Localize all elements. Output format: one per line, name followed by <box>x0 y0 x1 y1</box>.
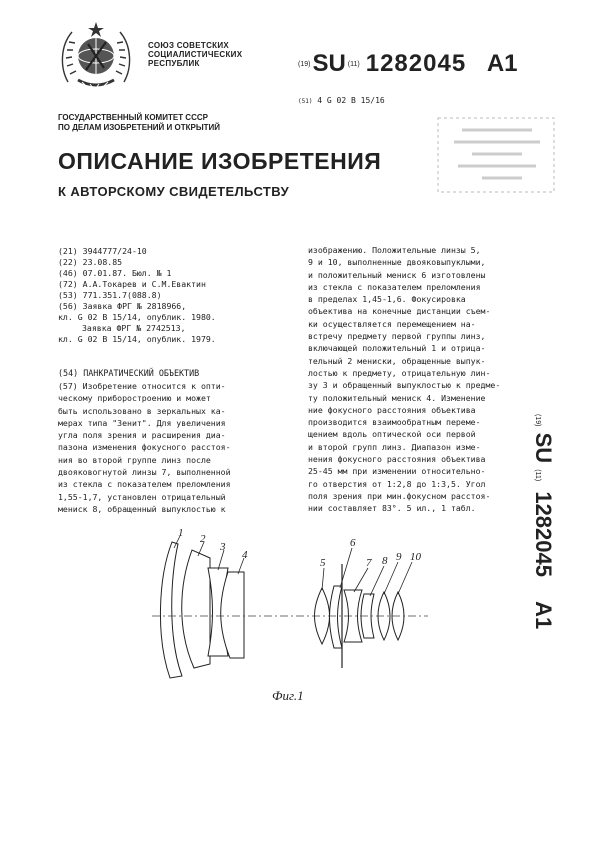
abstract-line: ческому приборостроению и может <box>58 393 211 404</box>
figure-caption: Фиг.1 <box>272 688 304 703</box>
side-patent-label <box>531 414 576 694</box>
abstract-line: ния во второй группе линз после <box>58 454 211 465</box>
patent-header-number <box>296 50 518 78</box>
ipc-value: 4 G 02 B 15/16 <box>317 96 385 105</box>
lens-label: 2 <box>200 533 206 545</box>
abstract-line: двояковогнутой линзы 7, выполненной <box>58 467 231 478</box>
bib-line: (46) 07.01.87. Бюл. № 1 <box>58 268 172 279</box>
side-country-code: SU <box>531 432 556 464</box>
code-11: (11) <box>347 61 360 69</box>
committee-line: ГОСУДАРСТВЕННЫЙ КОМИТЕТ СССР <box>58 113 208 122</box>
abstract-line: тельный 2 мениски, обращенные выпук- <box>308 355 486 366</box>
abstract-line: мениск 8, обращенный выпуклостью к <box>58 503 226 514</box>
committee-name <box>58 113 220 133</box>
union-line: СОЦИАЛИСТИЧЕСКИХ <box>148 50 243 59</box>
committee-line: ПО ДЕЛАМ ИЗОБРЕТЕНИЙ И ОТКРЫТИЙ <box>58 123 221 132</box>
ipc-classification <box>298 96 385 105</box>
side-kind-code: A1 <box>531 601 556 630</box>
document-title: ОПИСАНИЕ ИЗОБРЕТЕНИЯ <box>58 148 382 174</box>
optical-scheme-figure <box>148 528 448 688</box>
abstract-line: 1,55-1,7, установлен отрицательный <box>58 491 226 502</box>
document-subtitle: К АВТОРСКОМУ СВИДЕТЕЛЬСТВУ <box>58 184 290 199</box>
lens-label: 7 <box>366 557 372 569</box>
union-name <box>148 41 242 68</box>
bibliographic-data <box>58 246 216 345</box>
lens-label: 5 <box>320 557 326 569</box>
abstract-line: производится взаимообратным переме- <box>308 417 481 428</box>
patent-number: 1282045 <box>365 50 467 77</box>
abstract-line: включающей положительный 1 и отрица- <box>308 343 486 354</box>
abstract-line: поля зрения при мин.фокусном расстоя- <box>308 490 491 501</box>
lens-label: 10 <box>410 551 421 563</box>
abstract-line: 25-45 мм при изменении относительно- <box>308 466 486 477</box>
code-51: (51) <box>298 98 313 105</box>
abstract-line: ки осуществляется перемещением на- <box>308 318 476 329</box>
abstract-line: быть использовано в зеркальных ка- <box>58 405 226 416</box>
bib-line: (21) 3944777/24-10 <box>58 246 147 256</box>
abstract-line: из стекла с показателем преломления <box>308 281 481 292</box>
abstract-line: пазона изменения фокусного расстоя- <box>58 442 231 453</box>
invention-title: (54) ПАНКРАТИЧЕСКИЙ ОБЪЕКТИВ <box>58 368 200 378</box>
bib-line: кл. G 02 B 15/14, опублик. 1979. <box>58 334 216 345</box>
lens-1 <box>160 542 182 678</box>
kind-code: A1 <box>486 50 518 77</box>
library-stamp <box>432 112 560 198</box>
abstract-line: щением вдоль оптической оси первой <box>308 429 476 440</box>
abstract-line: угла поля зрения и расширения диа- <box>58 430 226 441</box>
abstract-left-column <box>58 380 231 515</box>
lens-label: 8 <box>382 555 388 567</box>
country-code: SU <box>312 50 346 77</box>
union-line: СОЮЗ СОВЕТСКИХ <box>148 41 230 50</box>
lens-label: 1 <box>178 528 184 539</box>
abstract-line: объектива на конечные дистанции съем- <box>308 306 491 317</box>
bib-line: кл. G 02 B 15/14, опублик. 1980. <box>58 312 216 323</box>
lens-label: 9 <box>396 551 402 563</box>
abstract-line: и положительный мениск 6 изготовлены <box>308 269 486 280</box>
abstract-line: нии составляет 83°. 5 ил., 1 табл. <box>308 503 476 514</box>
abstract-line: ту положительный мениск 4. Изменение <box>308 392 486 403</box>
lens-label: 6 <box>350 537 356 549</box>
bib-line: (53) 771.351.7(088.8) <box>58 290 162 301</box>
abstract-line: го отверстия от 1:2,8 до 1:3,5. Угол <box>308 478 486 489</box>
lens-2 <box>182 550 210 668</box>
code-19: (19) <box>298 61 311 69</box>
abstract-right-column <box>308 244 500 515</box>
bib-line: Заявка ФРГ № 2742513, <box>82 323 186 334</box>
abstract-line: 9 и 10, выполненные двояковыпуклыми, <box>308 257 486 268</box>
bib-line: (22) 23.08.85 <box>58 257 123 268</box>
union-line: РЕСПУБЛИК <box>148 59 200 68</box>
abstract-line: изображению. Положительные линзы 5, <box>308 245 481 255</box>
abstract-line: зу 3 и обращенный выпуклостью к предме- <box>308 380 501 391</box>
side-code-19: (19) <box>534 414 541 427</box>
lens-label: 3 <box>220 541 226 553</box>
side-code-11: (11) <box>534 469 541 482</box>
abstract-line: встречу предмету первой группы линз, <box>308 331 486 342</box>
abstract-line: ние фокусного расстояния объектива <box>308 404 476 415</box>
bib-line: (72) А.А.Токарев и С.М.Евактин <box>58 279 206 290</box>
ussr-emblem-icon <box>58 20 134 92</box>
lens-label: 4 <box>242 549 248 561</box>
bib-line: (56) Заявка ФРГ № 2818966, <box>58 301 187 312</box>
abstract-line: в пределах 1,45-1,6. Фокусировка <box>308 294 466 305</box>
abstract-line: из стекла с показателем преломления <box>58 479 231 490</box>
side-patent-number: 1282045 <box>531 491 556 577</box>
lens-6 <box>330 586 343 648</box>
abstract-line: лостью к предмету, отрицательную лин- <box>308 367 491 378</box>
abstract-line: мерах типа "Зенит". Для увеличения <box>58 417 226 428</box>
abstract-line: и второй групп линз. Диапазон изме- <box>308 441 481 452</box>
abstract-line: нения фокусного расстояния объектива <box>308 454 486 465</box>
abstract-line: (57) Изобретение относится к опти- <box>58 381 226 391</box>
